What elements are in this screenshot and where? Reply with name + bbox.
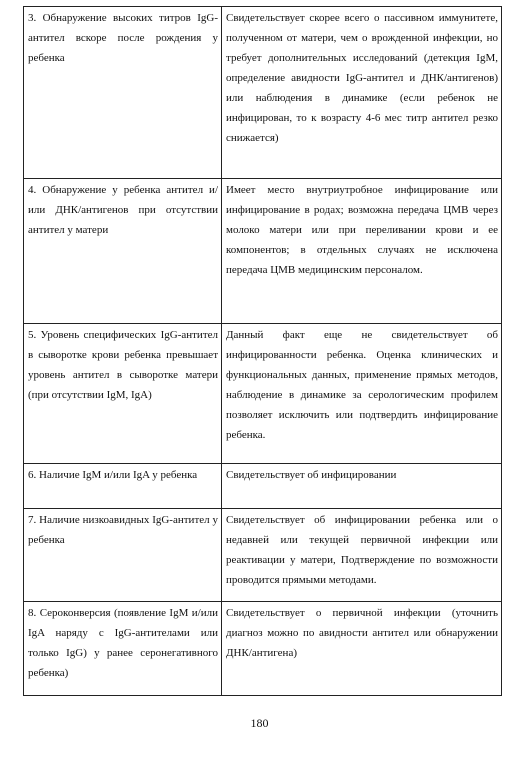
table-row bbox=[24, 602, 502, 696]
interpretation-cell: Свидетельствует об инфицировании bbox=[222, 464, 502, 509]
interpretation-table bbox=[23, 6, 502, 696]
finding-cell: 6. Наличие IgM и/или IgA у ребенка bbox=[24, 464, 222, 509]
table-row bbox=[24, 7, 502, 179]
finding-cell: 8. Сероконверсия (появление IgM и/или IgA наряду с IgG-антителами или только IgG) у ранее серонегативного ребенка) bbox=[24, 602, 222, 696]
interpretation-cell: Свидетельствует об инфицировании ребенка или о недавней или текущей первичной инфекции или реактивации у матери, Подтверждение по возможности проводится прямыми методами. bbox=[222, 509, 502, 602]
interpretation-cell: Имеет место внутриутробное инфицирование или инфицирование в родах; возможна передача ЦМВ через молоко матери или при переливании крови и ее компонентов; в отдельных случаях не исключена передача ЦМВ медицинским персоналом. bbox=[222, 179, 502, 324]
interpretation-cell: Свидетельствует о первичной инфекции (уточнить диагноз можно по авидности антител или обнаружении ДНК/антигена) bbox=[222, 602, 502, 696]
table-row bbox=[24, 179, 502, 324]
page-number: 180 bbox=[250, 716, 269, 730]
finding-cell: 5. Уровень специфических IgG-антител в сыворотке крови ребенка превышает уровень антител в сыворотке матери (при отсутствии IgM, IgA) bbox=[24, 324, 222, 464]
finding-cell: 4. Обнаружение у ребенка антител и/или ДНК/антигенов при отсутствии антител у матери bbox=[24, 179, 222, 324]
finding-cell: 7. Наличие низкоавидных IgG-антител у ребенка bbox=[24, 509, 222, 602]
finding-cell: 3. Обнаружение высоких титров IgG-антител вскоре после рождения у ребенка bbox=[24, 7, 222, 179]
interpretation-cell: Свидетельствует скорее всего о пассивном иммунитете, полученном от матери, чем о врожденной инфекции, но требует дополнительных исследований (детекция IgM, определение авидности IgG-антител и ДНК/антигенов) или наблюдения в динамике (если ребенок не инфицирован, то к возрасту 4-6 мес титр антител резко снижается) bbox=[222, 7, 502, 179]
table-row bbox=[24, 324, 502, 464]
table-row bbox=[24, 464, 502, 509]
table-row bbox=[24, 509, 502, 602]
interpretation-cell: Данный факт еще не свидетельствует об инфицированности ребенка. Оценка клинических и функциональных данных, применение прямых методов, наблюдение в динамике за серологическим профилем позволяет исключить или подтвердить инфицирование ребенка. bbox=[222, 324, 502, 464]
